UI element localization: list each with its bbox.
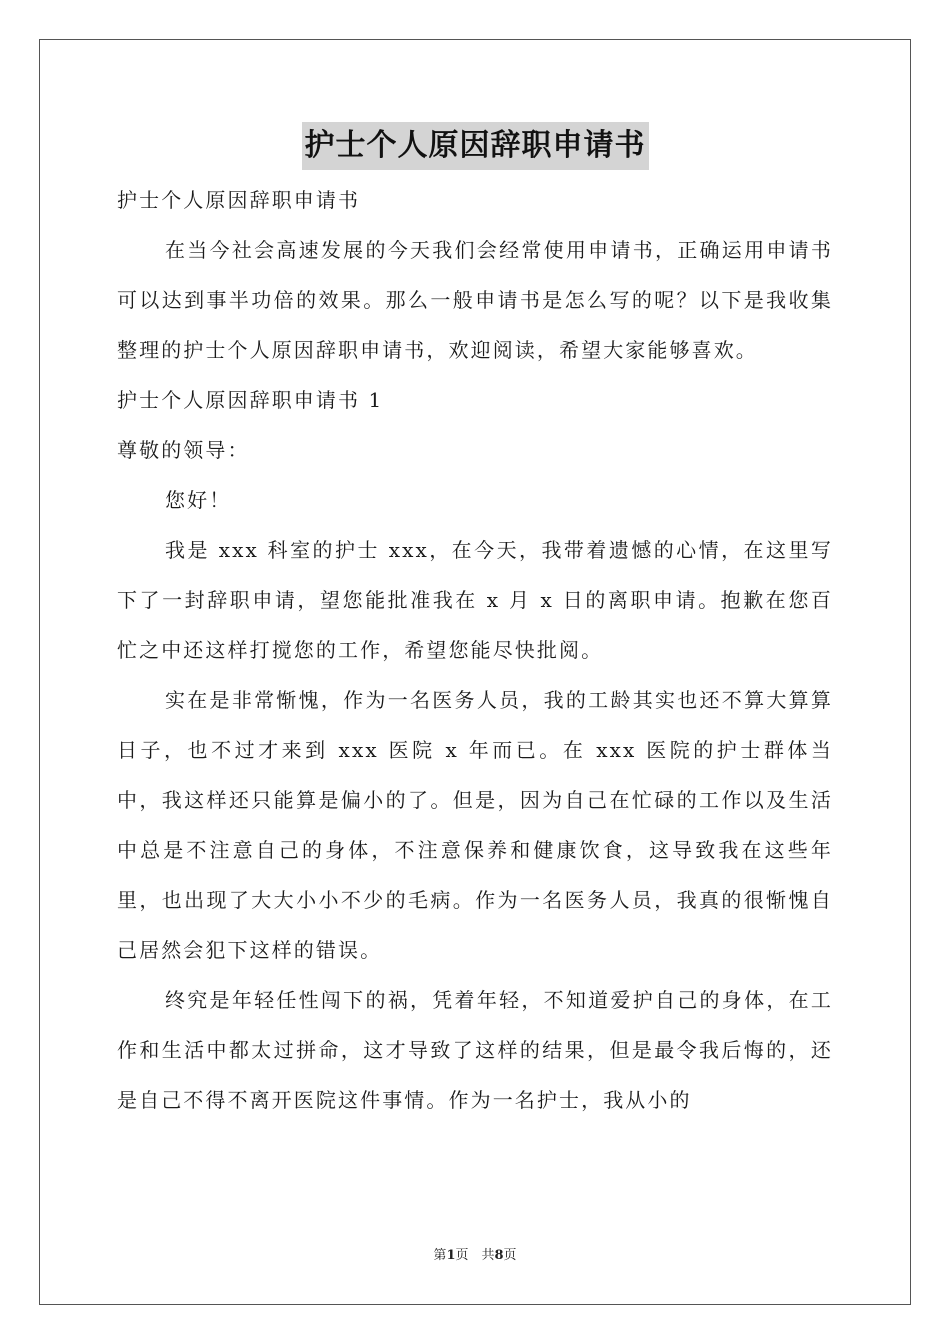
- paragraph: 我是 xxx 科室的护士 xxx，在今天，我带着遗憾的心情，在这里写下了一封辞职申请，望您能批准我在 x 月 x 日的离职申请。抱歉在您百忙之中还这样打搅您的工作，希望您能尽快批阅。: [117, 538, 833, 662]
- paragraph: 您好！: [165, 488, 232, 512]
- title-wrap: [0, 122, 950, 170]
- paragraph: 实在是非常惭愧，作为一名医务人员，我的工龄其实也还不算大算算日子，也不过才来到 xxx 医院 x 年而已。在 xxx 医院的护士群体当中，我这样还只能算是偏小的了。但是，因为自己在忙碌的工作以及生活中总是不注意自己的身体，不注意保养和健康饮食，这导致我在这些年里，也出现了大大小小不少的毛病。作为一名医务人员，我真的很惭愧自己居然会犯下这样的错误。: [117, 688, 833, 962]
- paragraph: 在当今社会高速发展的今天我们会经常使用申请书，正确运用申请书可以达到事半功倍的效果。那么一般申请书是怎么写的呢？以下是我收集整理的护士个人原因辞职申请书，欢迎阅读，希望大家能够喜欢。: [117, 238, 833, 362]
- paragraph: 护士个人原因辞职申请书: [117, 188, 361, 212]
- footer-prefix: 第: [433, 1248, 447, 1263]
- footer-mid: 页 共: [455, 1248, 495, 1263]
- footer-page-current: 1: [446, 1248, 456, 1263]
- paragraph: 尊敬的领导：: [117, 438, 250, 462]
- footer-suffix: 页: [503, 1248, 517, 1263]
- paragraph: 终究是年轻任性闯下的祸，凭着年轻，不知道爱护自己的身体，在工作和生活中都太过拼命，这才导致了这样的结果，但是最令我后悔的，还是自己不得不离开医院这件事情。作为一名护士，我从小的: [117, 988, 833, 1112]
- footer-page-total: 8: [494, 1248, 504, 1263]
- paragraph: 护士个人原因辞职申请书 1: [117, 388, 384, 412]
- page-footer: [0, 1244, 950, 1263]
- document-body: [117, 175, 833, 1125]
- document-title: 护士个人原因辞职申请书: [302, 122, 649, 170]
